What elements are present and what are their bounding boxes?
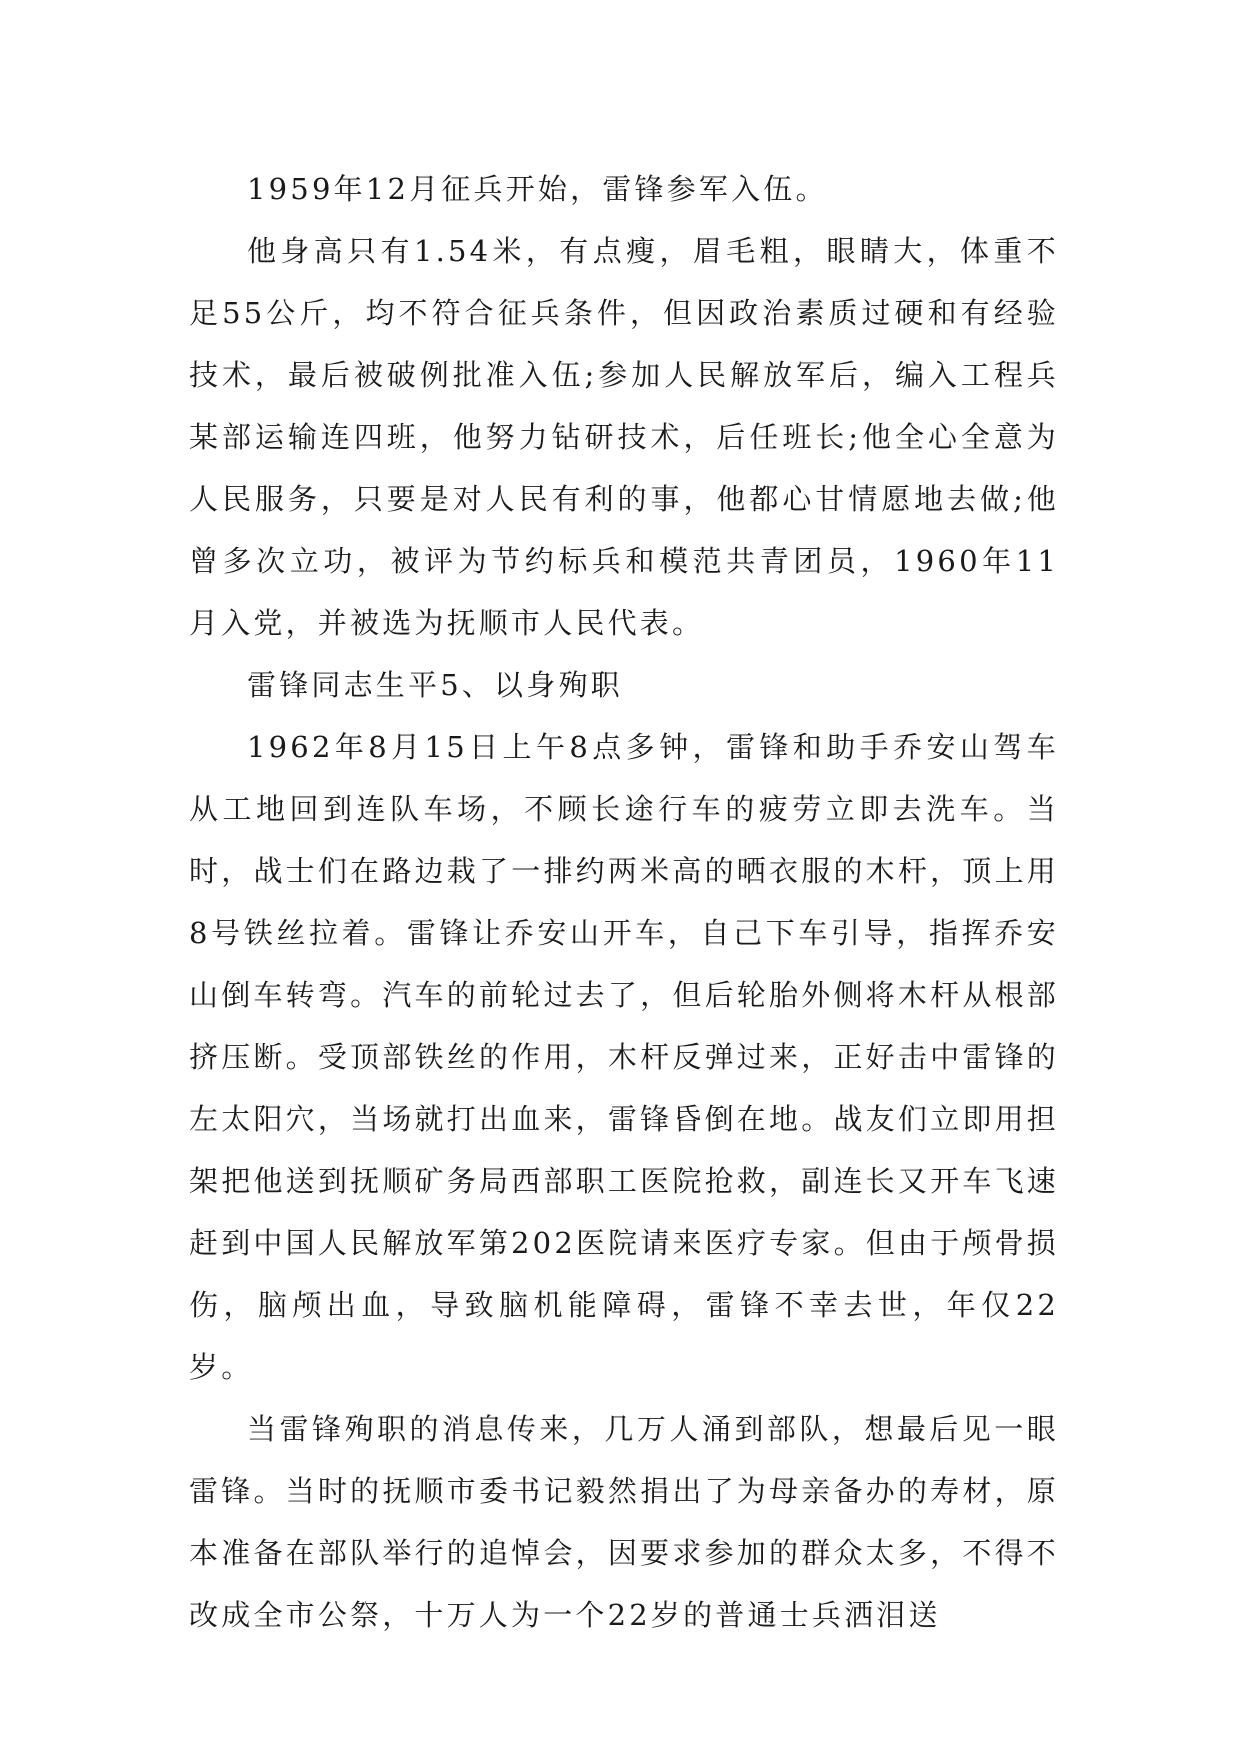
paragraph-army-service: 他身高只有1.54米，有点瘦，眉毛粗，眼睛大，体重不足55公斤，均不符合征兵条件，但因政治素质过硬和有经验技术，最后被破例批准入伍;参加人民解放军后，编入工程兵某部运输连四班，他努力钻研技术，后任班长;他全心全意为人民服务，只要是对人民有利的事，他都心甘情愿地去做;他曾多次立功，被评为节约标兵和模范共青团员，1960年11月入党，并被选为抚顺市人民代表。 bbox=[189, 234, 1059, 640]
paragraph-memorial: 当雷锋殉职的消息传来，几万人涌到部队，想最后见一眼雷锋。当时的抚顺市委书记毅然捐出了为母亲备办的寿材，原本准备在部队举行的追悼会，因要求参加的群众太多，不得不改成全市公祭，十万人为一个22岁的普通士兵洒泪送 bbox=[189, 1412, 1059, 1632]
document-body bbox=[189, 158, 1059, 1646]
paragraph-accident: 1962年8月15日上午8点多钟，雷锋和助手乔安山驾车从工地回到连队车场，不顾长途行车的疲劳立即去洗车。当时，战士们在路边栽了一排约两米高的晒衣服的木杆，顶上用8号铁丝拉着。雷锋让乔安山开车，自己下车引导，指挥乔安山倒车转弯。汽车的前轮过去了，但后轮胎外侧将木杆从根部挤压断。受顶部铁丝的作用，木杆反弹过来，正好击中雷锋的左太阳穴，当场就打出血来，雷锋昏倒在地。战友们立即用担架把他送到抚顺矿务局西部职工医院抢救，副连长又开车飞速赶到中国人民解放军第202医院请来医疗专家。但由于颅骨损伤，脑颅出血，导致脑机能障碍，雷锋不幸去世，年仅22岁。 bbox=[189, 730, 1059, 1384]
section-heading: 雷锋同志生平5、以身殉职 bbox=[247, 668, 623, 702]
paragraph-enlistment: 1959年12月征兵开始，雷锋参军入伍。 bbox=[247, 172, 828, 206]
